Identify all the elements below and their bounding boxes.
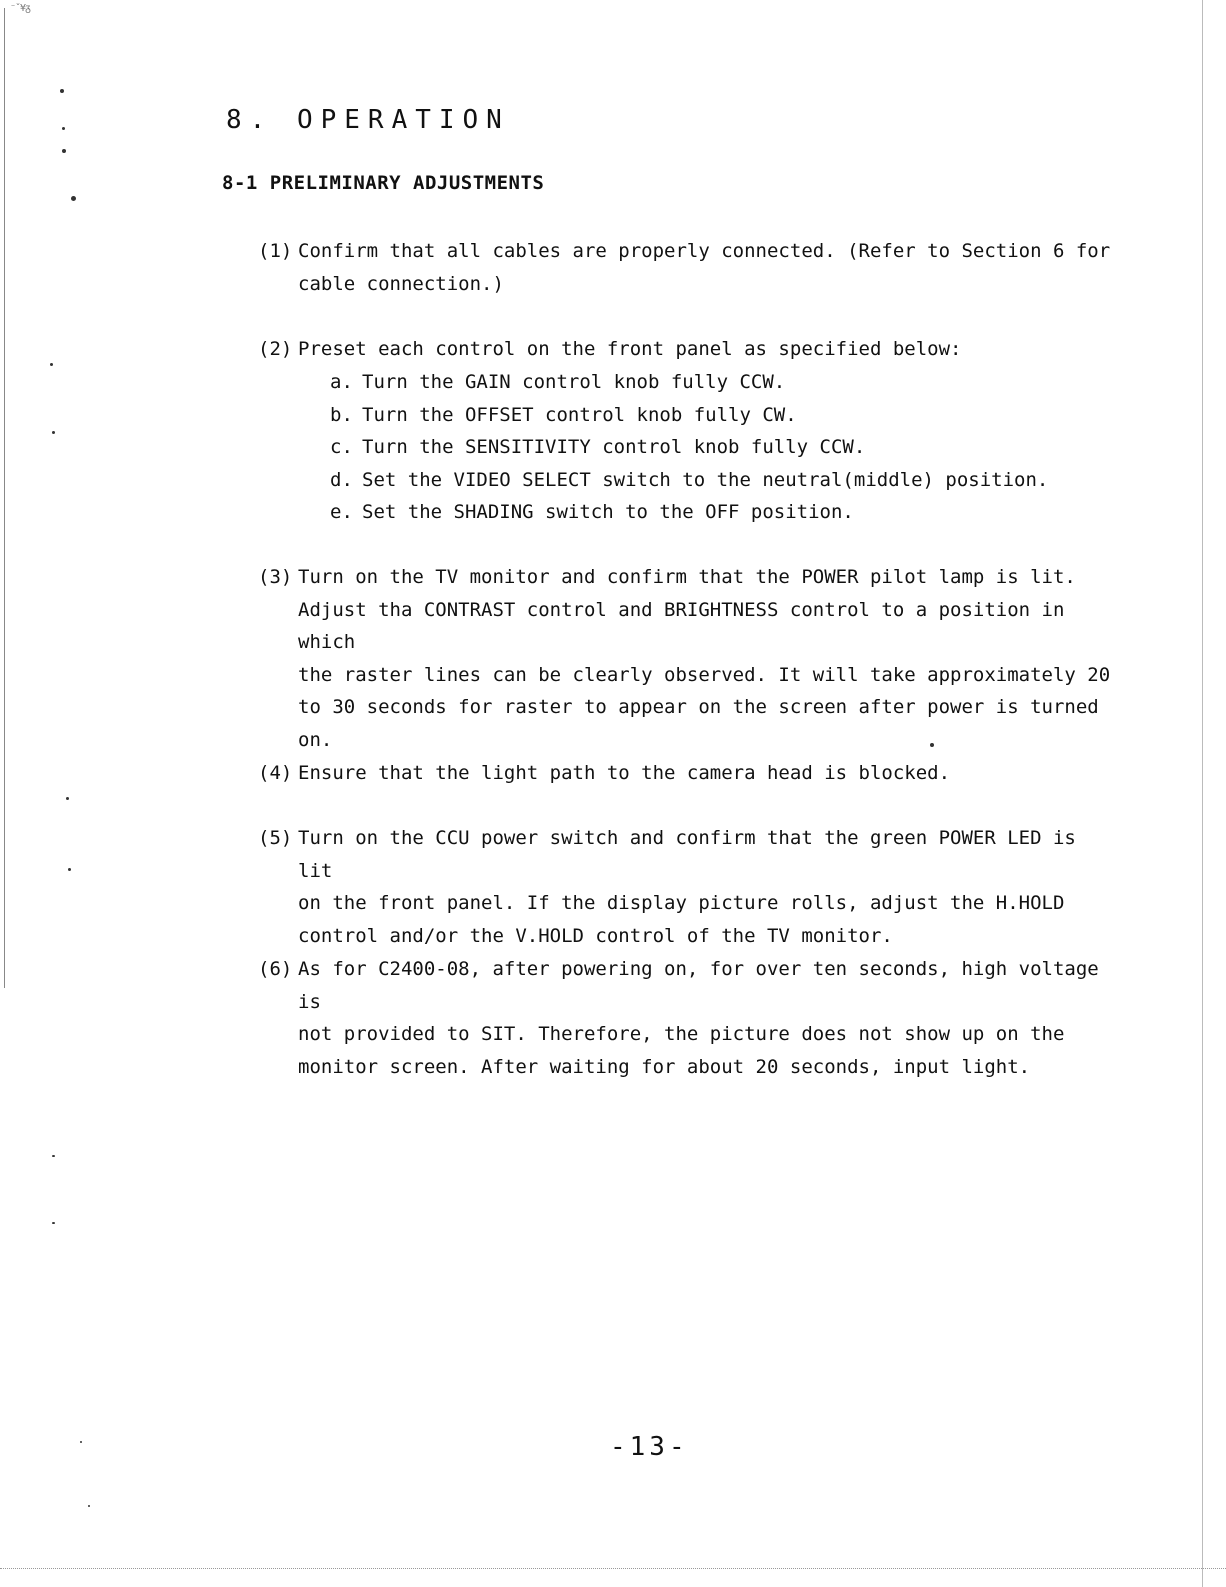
list-letter: a. [330,371,353,393]
step-text: Confirm that all cables are properly connected. (Refer to Section 6 for cable connection.) [298,240,1111,295]
list-item [330,431,1048,464]
scan-speck [60,89,64,93]
step-text: Preset each control on the front panel as specified below: [298,338,962,360]
list-letter: b. [330,403,353,426]
step-text: Ensure that the light path to the camera head is blocked. [298,762,951,784]
list-item [330,399,1048,432]
scan-bottom-edge [0,1568,1226,1569]
step-number: (5) [258,827,293,849]
step-text: Turn on the TV monitor and confirm that the POWER pilot lamp is lit. Adjust tha CONTRAST control and BRIGHTNESS control to a position in which the raster lines can be clearly observed. It will take approximately 20 to 30 seconds for raster to appear on the screen after power is turned on. [298,566,1111,751]
scan-speck [52,1155,55,1157]
step-item [258,757,1118,790]
scan-speck [52,431,55,434]
scan-right-edge [1202,0,1203,1587]
list-text: Set the SHADING switch to the OFF position. [362,501,854,524]
step-text: As for C2400-08, after powering on, for over ten seconds, high voltage is not provided to SIT. Therefore, the picture does not show up on the monitor screen. After waiting for about 20 seconds, input light. [298,958,1099,1078]
step-number: (1) [258,240,293,262]
step-item [258,953,1118,1083]
scan-left-edge [4,8,5,988]
list-item [330,366,1048,399]
scan-speck [66,797,69,800]
list-letter: d. [330,468,353,491]
scan-speck [62,149,66,153]
list-text: Turn the OFFSET control knob fully CW. [362,403,797,426]
step-item [258,333,1118,366]
step-number: (4) [258,762,293,784]
scan-speck [68,868,71,871]
step-item [258,822,1118,952]
step-text: Turn on the CCU power switch and confirm that the green POWER LED is lit on the front panel. If the display picture rolls, adjust the H.HOLD control and/or the V.HOLD control of the TV monitor. [298,827,1076,947]
list-text: Turn the SENSITIVITY control knob fully CCW. [362,436,866,459]
list-item [330,464,1048,497]
list-item [330,496,1048,529]
section-title: 8-1 PRELIMINARY ADJUSTMENTS [222,172,545,194]
scan-speck [62,127,65,130]
scan-speck [71,196,76,201]
scan-speck [52,1222,55,1224]
list-letter: c. [330,436,353,459]
scan-speck [80,1441,82,1443]
list-text: Turn the GAIN control knob fully CCW. [362,371,786,393]
page-number: -13- [610,1432,689,1462]
step-number: (2) [258,338,293,360]
list-letter: e. [330,501,353,524]
scan-artifact: ⁻ˇ¥ᵹ [10,3,31,14]
page-title: 8. OPERATION [226,105,510,135]
preset-list [330,366,1048,529]
step-number: (3) [258,566,293,588]
step-number: (6) [258,958,293,980]
step-item [258,561,1118,757]
scan-speck [50,363,53,366]
step-item [258,235,1118,300]
scan-speck [88,1505,90,1507]
list-text: Set the VIDEO SELECT switch to the neutral(middle) position. [362,468,1049,491]
